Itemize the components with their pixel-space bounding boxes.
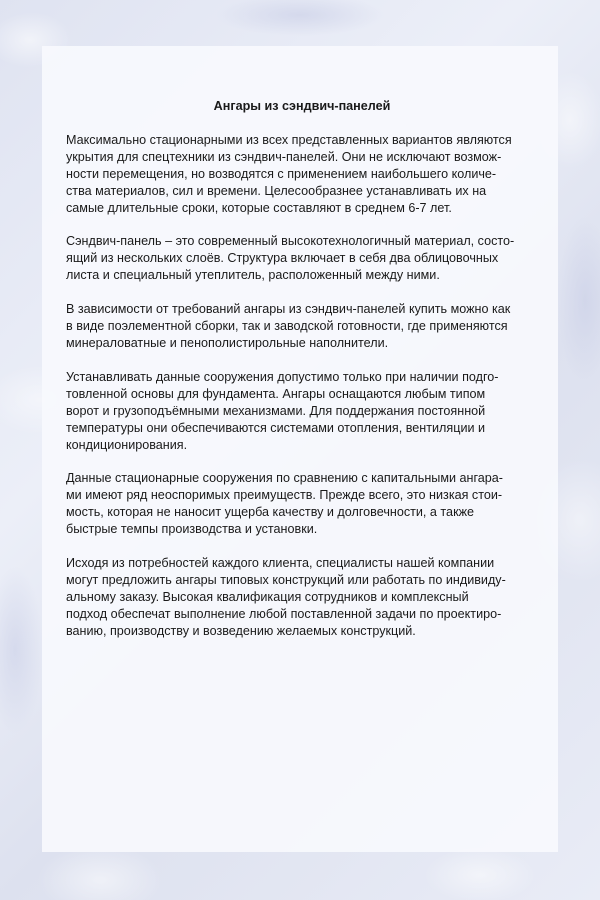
paragraph-line: Устанавливать данные сооружения допустимо только при наличии подго- [66,369,499,384]
paragraph-line: самые длительные сроки, которые составляют в среднем 6-7 лет. [66,200,452,215]
paragraph-line: товленной основы для фундамента. Ангары оснащаются любым типом [66,386,486,401]
paragraph-3 [66,301,538,352]
document-title: Ангары из сэндвич-панелей [213,99,391,113]
paragraph-line: быстрые темпы производства и установки. [66,522,318,537]
paragraph-line: В зависимости от требований ангары из сэндвич-панелей купить можно как [66,302,511,317]
paragraph-line: подход обеспечат выполнение любой поставленной задачи по проектиро- [66,606,502,621]
paragraph-6 [66,555,538,640]
paragraph-line: ства материалов, сил и времени. Целесообразнее устанавливать их на [66,183,487,198]
paragraph-2 [66,233,538,284]
document-content [66,98,538,657]
paragraph-line: ности перемещения, но возводятся с применением наибольшего количе- [66,166,497,181]
paragraph-list [66,132,538,640]
paragraph-line: листа и специальный утеплитель, расположенный между ними. [66,268,440,283]
paragraph-line: ящий из нескольких слоёв. Структура включает в себя два облицовочных [66,251,499,266]
document-sheet [42,46,558,852]
paragraph-5 [66,470,538,538]
paragraph-line: температуры они обеспечиваются системами отопления, вентиляции и [66,420,486,435]
paragraph-line: ворот и грузоподъёмными механизмами. Для поддержания постоянной [66,403,486,418]
paragraph-4 [66,369,538,454]
paragraph-line: Максимально стационарными из всех представленных вариантов являются [66,132,512,147]
paragraph-line: ванию, производству и возведению желаемых конструкций. [66,623,416,638]
paragraph-line: кондиционирования. [66,437,188,452]
paragraph-line: мость, которая не наносит ущерба качеству и долговечности, а также [66,505,475,520]
paragraph-line: альному заказу. Высокая квалификация сотрудников и комплексный [66,589,469,604]
paragraph-line: укрытия для спецтехники из сэндвич-панелей. Они не исключают возмож- [66,149,502,164]
paragraph-1 [66,132,538,217]
paragraph-line: Сэндвич-панель – это современный высокотехнологичный материал, состо- [66,234,515,249]
paragraph-line: в виде поэлементной сборки, так и заводской готовности, где применяются [66,319,508,334]
paragraph-line: Данные стационарные сооружения по сравнению с капитальными ангара- [66,471,504,486]
paragraph-line: могут предложить ангары типовых конструкций или работать по индивиду- [66,572,506,587]
paragraph-line: ми имеют ряд неоспоримых преимуществ. Прежде всего, это низкая стои- [66,488,503,503]
paragraph-line: Исходя из потребностей каждого клиента, специалисты нашей компании [66,556,495,571]
paragraph-line: минераловатные и пенополистирольные наполнители. [66,335,389,350]
